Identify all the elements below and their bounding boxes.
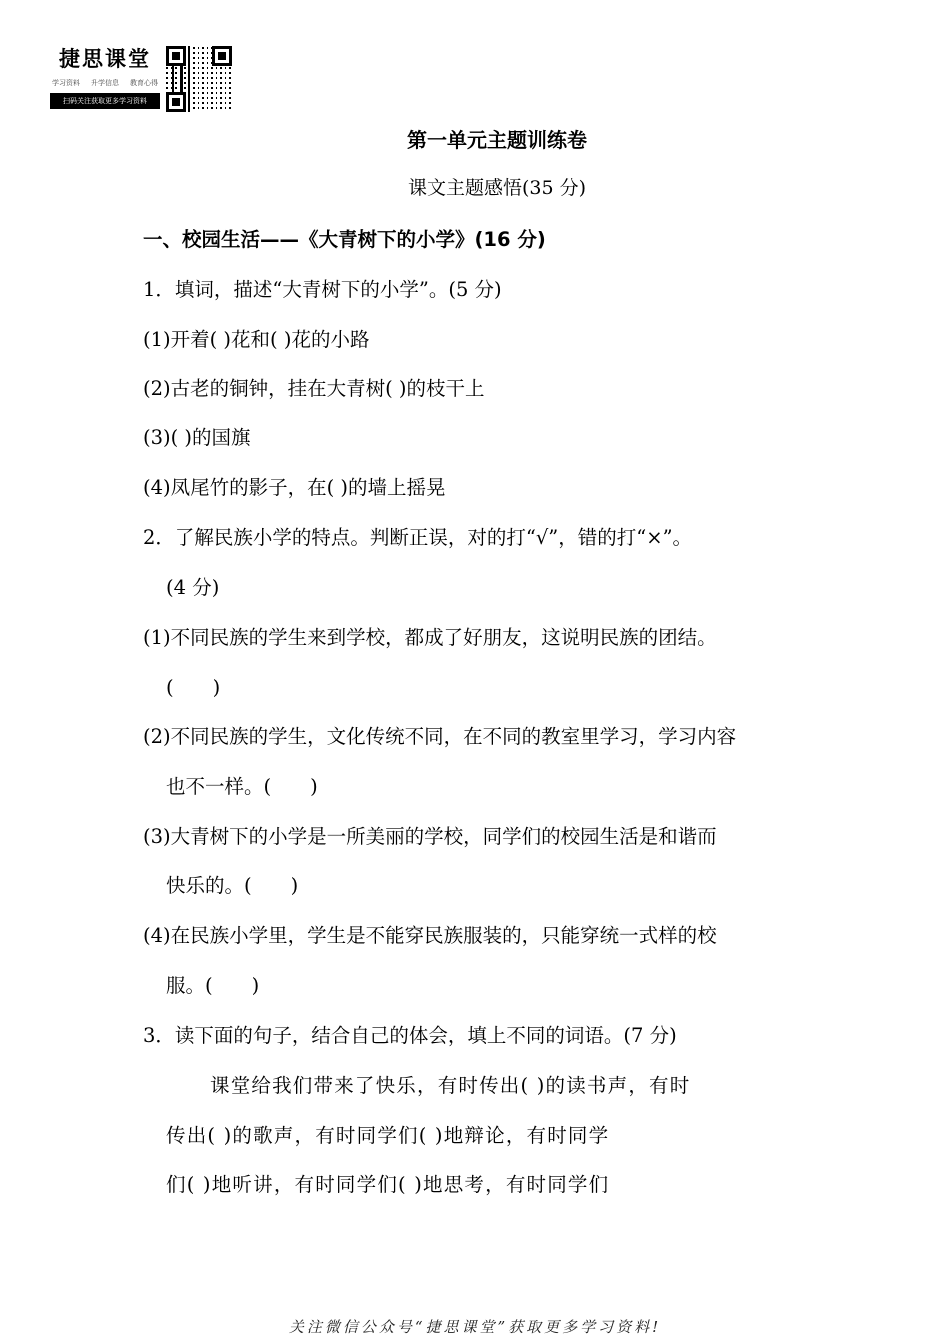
question-1-item: (1)开着( )花和( )花的小路 — [143, 328, 370, 351]
brand-tag: 升学信息 — [91, 79, 119, 87]
question-2-item: (2)不同民族的学生，文化传统不同，在不同的教室里学习，学习内容 — [143, 725, 737, 748]
question-3: 3．读下面的句子，结合自己的体会，填上不同的词语。(7 分) — [143, 1024, 677, 1047]
question-2-item-cont: 服。( ) — [166, 974, 260, 997]
question-1-item: (3)( )的国旗 — [143, 426, 251, 449]
question-2: 2．了解民族小学的特点。判断正误，对的打“√”，错的打“×”。 — [143, 526, 693, 549]
page-title: 第一单元主题训练卷 — [407, 128, 587, 152]
passage-line: 课堂给我们带来了快乐，有时传出( )的读书声，有时 — [210, 1074, 691, 1097]
passage-line: 传出( )的歌声，有时同学们( )地辩论，有时同学 — [166, 1124, 610, 1147]
question-2-item-cont: 快乐的。( ) — [166, 874, 299, 897]
scan-caption: 扫码关注获取更多学习资料 — [50, 93, 160, 109]
question-1-item: (4)凤尾竹的影子，在( )的墙上摇晃 — [143, 476, 446, 499]
passage-line: 们( )地听讲，有时同学们( )地思考，有时同学们 — [166, 1173, 610, 1196]
question-2-item: (4)在民族小学里，学生是不能穿民族服装的，只能穿统一式样的校 — [143, 924, 717, 947]
qr-code-icon — [166, 46, 232, 112]
page-subtitle: 课文主题感悟(35 分) — [407, 177, 587, 199]
answer-blank: ( ) — [166, 676, 221, 699]
brand-tag: 学习资料 — [52, 79, 80, 87]
footer-note: 关注微信公众号“捷思课堂”获取更多学习资料! — [288, 1318, 662, 1336]
brand-tag: 教育心得 — [130, 79, 158, 87]
question-2-item-cont: 也不一样。( ) — [166, 775, 318, 798]
brand-tags — [50, 78, 160, 88]
question-2-item: (1)不同民族的学生来到学校，都成了好朋友，这说明民族的团结。 — [143, 626, 717, 649]
brand-name: 捷思课堂 — [59, 46, 151, 71]
brand-logo — [50, 44, 160, 109]
section-heading: 一、校园生活——《大青树下的小学》(16 分) — [143, 228, 546, 251]
question-2-item: (3)大青树下的小学是一所美丽的学校，同学们的校园生活是和谐而 — [143, 825, 717, 848]
question-2-score: (4 分) — [166, 576, 220, 599]
question-1: 1．填词，描述“大青树下的小学”。(5 分) — [143, 278, 502, 301]
question-1-item: (2)古老的铜钟，挂在大青树( )的枝干上 — [143, 377, 485, 400]
